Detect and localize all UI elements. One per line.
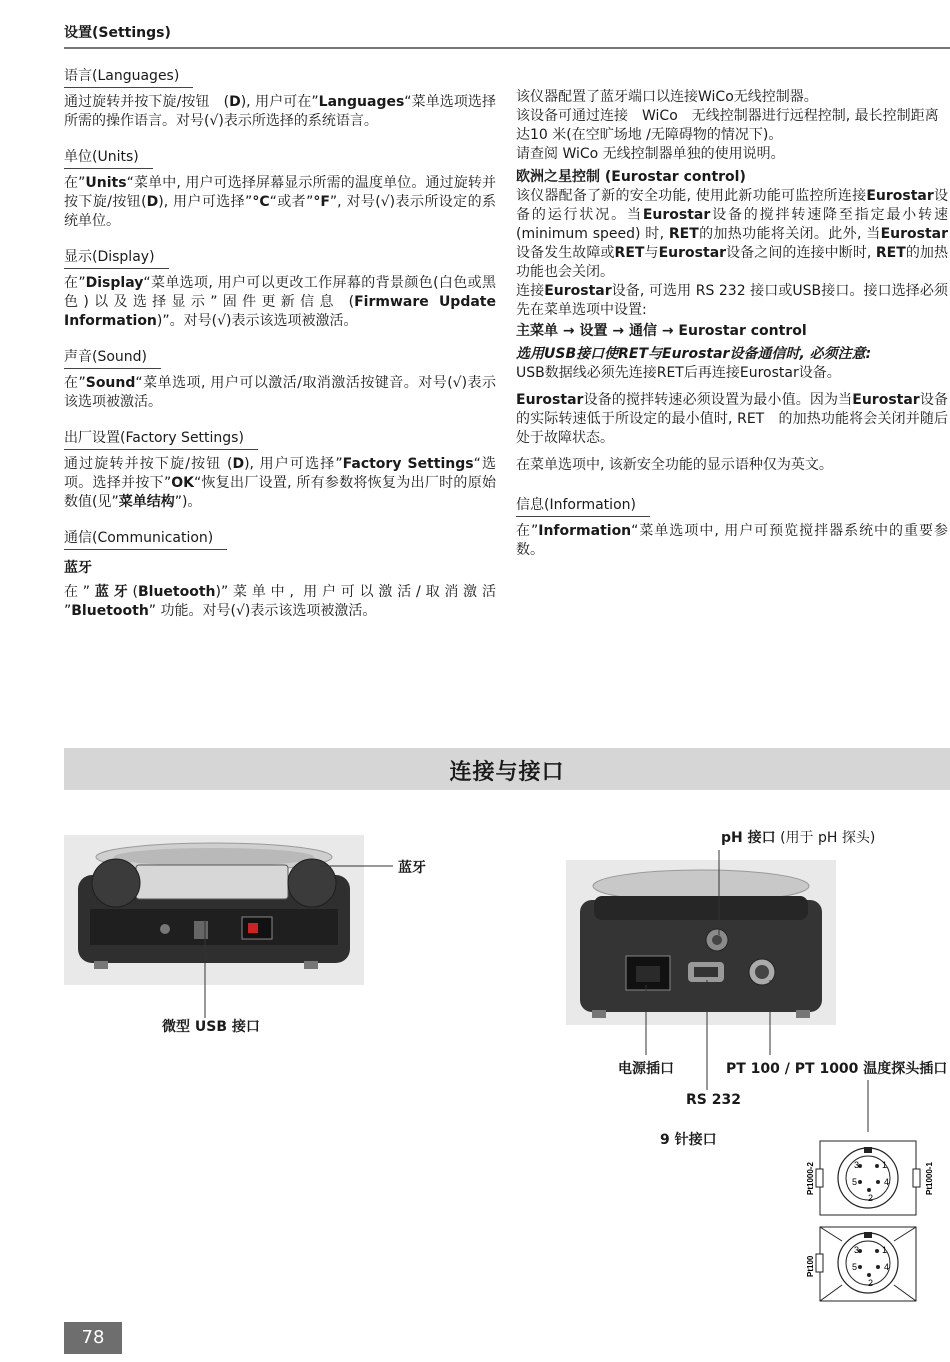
- text-run: )”菜单中, 用户可以激活/取消激活 ”: [64, 584, 515, 619]
- bold-text-run: D: [146, 194, 159, 210]
- text-run: 的加热功能也会关闭。: [516, 245, 949, 280]
- pin-label: 4: [884, 1262, 890, 1272]
- text-run: ), 用户可选择”: [244, 456, 343, 472]
- bold-text-run: °C: [252, 194, 270, 210]
- section-title: 出厂设置(Factory Settings): [64, 428, 258, 450]
- bold-text-run: Display: [85, 275, 144, 291]
- text-run: 在”: [64, 175, 86, 191]
- bold-text-run: RET: [875, 245, 906, 261]
- pin-label: 4: [884, 1177, 890, 1187]
- bold-text-run: Eurostar: [880, 226, 948, 242]
- bold-text-run: 菜单结构: [118, 494, 175, 510]
- pt100-label: Pt100: [806, 1255, 815, 1277]
- bold-text-run: D: [232, 456, 245, 472]
- bold-text-run: 蓝牙: [90, 584, 133, 600]
- bold-text-run: Eurostar: [544, 283, 612, 299]
- section-title: 通信(Communication): [64, 528, 227, 550]
- text-run: 设备, 可选用 RS 232 接口或USB接口。接口选择必须先在菜单选项中设置:: [516, 283, 948, 318]
- section-title: 单位(Units): [64, 147, 153, 169]
- text-run: 设备之间的连接中断时,: [726, 245, 876, 261]
- rs232-label: RS 232: [686, 1092, 741, 1108]
- text-run: 在”: [516, 523, 539, 539]
- bluetooth-label: 蓝牙: [398, 860, 426, 876]
- text-run: “菜单选项, 用户可以激活/取消激活按键音。对号(√)表示该选项被激活。: [64, 375, 496, 410]
- text-run: “菜单选项中, 用户可预览搅拌器系统中的重要参数。: [516, 523, 948, 558]
- power-socket-label: 电源插口: [618, 1061, 674, 1077]
- page-number: 78: [64, 1322, 122, 1354]
- wico-line: 该设备可通过连接 WiCo 无线控制器进行远程控制, 最长控制距离达10 米(在空旷场地 /无障碍物的情况下)。: [516, 108, 939, 143]
- bold-text-run: Sound: [85, 375, 136, 391]
- text-run: ”)。: [174, 494, 202, 510]
- text-run: ), 用户可在”: [240, 94, 319, 110]
- bold-text-run: Bluetooth: [137, 584, 216, 600]
- bold-text-run: °F: [313, 194, 330, 210]
- text-run: “菜单选项选择所需的操作语言。对号(√)表示所选择的系统语言。: [64, 94, 496, 129]
- wico-line: 请查阅 WiCo 无线控制器单独的使用说明。: [516, 146, 785, 162]
- bold-text-run: Eurostar: [852, 392, 920, 408]
- bold-text-run: Eurostar: [516, 392, 584, 408]
- bold-text-run: RET: [614, 245, 645, 261]
- menu-path: 主菜单 → 设置 → 通信 → Eurostar control: [516, 323, 807, 339]
- section-title-information: 信息(Information): [516, 495, 650, 517]
- text-run: )”。对号(√)表示该选项被激活。: [156, 313, 358, 329]
- pt1000-connector-diagram: [806, 1141, 934, 1215]
- pt1000-2-label: Pt1000-2: [806, 1162, 815, 1195]
- section-title: 显示(Display): [64, 247, 169, 269]
- pt-probe-port-label: PT 100 / PT 1000 温度探头插口: [726, 1061, 948, 1077]
- usb-note-title: 选用USB接口使RET与Eurostar设备通信时, 必须注意:: [516, 346, 872, 362]
- pin-label: 1: [882, 1160, 888, 1170]
- text-run: 的加热功能将关闭。此外, 当: [698, 226, 881, 242]
- text-run: 设备的搅拌转速必须设置为最小值。因为当: [583, 392, 853, 408]
- bold-text-run: RET: [668, 226, 699, 242]
- text-run: “菜单中, 用户可选择屏幕显示所需的温度单位。通过旋转并按下旋/按钮(: [64, 175, 496, 210]
- text-run: ), 用户可选择”: [158, 194, 253, 210]
- text-run: 设备的实际转速低于所设定的最小值时, RET 的加热功能将会关闭并随后处于故障状态。: [516, 392, 949, 446]
- text-run: ”, 对号(√)表示所设定的系统单位。: [64, 194, 496, 229]
- section-title: 声音(Sound): [64, 347, 161, 369]
- pin-label: 5: [852, 1177, 858, 1187]
- bold-text-run: Eurostar: [866, 188, 934, 204]
- bold-text-run: Languages: [318, 94, 405, 110]
- bold-text-run: Bluetooth: [71, 603, 149, 619]
- section-subtitle: 蓝牙: [64, 560, 92, 576]
- text-run: 通过旋转并按下旋/按钮 (: [64, 456, 233, 472]
- text-run: 该仪器配备了新的安全功能, 使用此新功能可监控所连接: [516, 188, 867, 204]
- text-run: ” 功能。对号(√)表示该选项被激活。: [148, 603, 377, 619]
- text-run: 设备的运行状况。当: [516, 188, 948, 223]
- pin-label: 3: [854, 1245, 860, 1255]
- text-run: “菜单选项, 用户可以更改工作屏幕的背景颜色(白色或黑色)以及选择显示”固件更新信息 (: [64, 275, 496, 310]
- bold-text-run: Eurostar: [642, 207, 711, 223]
- bold-text-run: Factory Settings: [342, 456, 474, 472]
- text-run: 在”: [64, 275, 86, 291]
- text-run: 在”: [64, 584, 91, 600]
- text-run: (: [132, 584, 138, 600]
- text-run: 在”: [64, 375, 86, 391]
- section-title: 语言(Languages): [64, 66, 193, 88]
- pt100-connector-diagram: [806, 1227, 916, 1301]
- text-run: 连接: [516, 283, 545, 299]
- bold-text-run: D: [229, 94, 241, 110]
- text-run: 与: [644, 245, 659, 261]
- micro-usb-label: 微型 USB 接口: [162, 1019, 260, 1035]
- text-run: “选项。选择并按下”: [64, 456, 496, 491]
- connector-pinout-schematic: [800, 1133, 935, 1308]
- text-run: 设备发生故障或: [516, 245, 615, 261]
- text-run: “恢复出厂设置, 所有参数将恢复为出厂时的原始数值(见”: [64, 475, 496, 510]
- text-run: 通过旋转并按下旋/按钮 (: [64, 94, 230, 110]
- wico-line: 该仪器配置了蓝牙端口以连接WiCo无线控制器。: [516, 89, 818, 105]
- bold-text-run: OK: [171, 475, 194, 491]
- pin-label: 2: [868, 1278, 874, 1288]
- bold-text-run: Information: [538, 523, 632, 539]
- text-run: “或者”: [269, 194, 314, 210]
- english-only-note: 在菜单选项中, 该新安全功能的显示语种仅为英文。: [516, 457, 833, 473]
- pin-label: 1: [882, 1245, 888, 1255]
- bold-text-run: Eurostar: [658, 245, 727, 261]
- bold-text-run: Units: [85, 175, 127, 191]
- pin-label: 3: [854, 1160, 860, 1170]
- pin-label: 2: [868, 1193, 874, 1203]
- ph-port-label: pH 接口 (用于 pH 探头): [721, 830, 876, 846]
- eurostar-title: 欧洲之星控制 (Eurostar control): [516, 169, 746, 185]
- nine-pin-label: 9 针接口: [660, 1132, 717, 1148]
- page-header-title: 设置(Settings): [64, 25, 171, 41]
- pt1000-1-label: Pt1000-1: [925, 1162, 934, 1195]
- banner-title: 连接与接口: [449, 760, 565, 785]
- usb-note: USB数据线必须先连接RET后再连接Eurostar设备。: [516, 365, 841, 381]
- text-run: 设备的搅拌转速降至指定最小转速 (minimum speed) 时,: [516, 207, 949, 242]
- bold-text-run: Firmware Update Information: [64, 294, 496, 329]
- pin-label: 5: [852, 1262, 858, 1272]
